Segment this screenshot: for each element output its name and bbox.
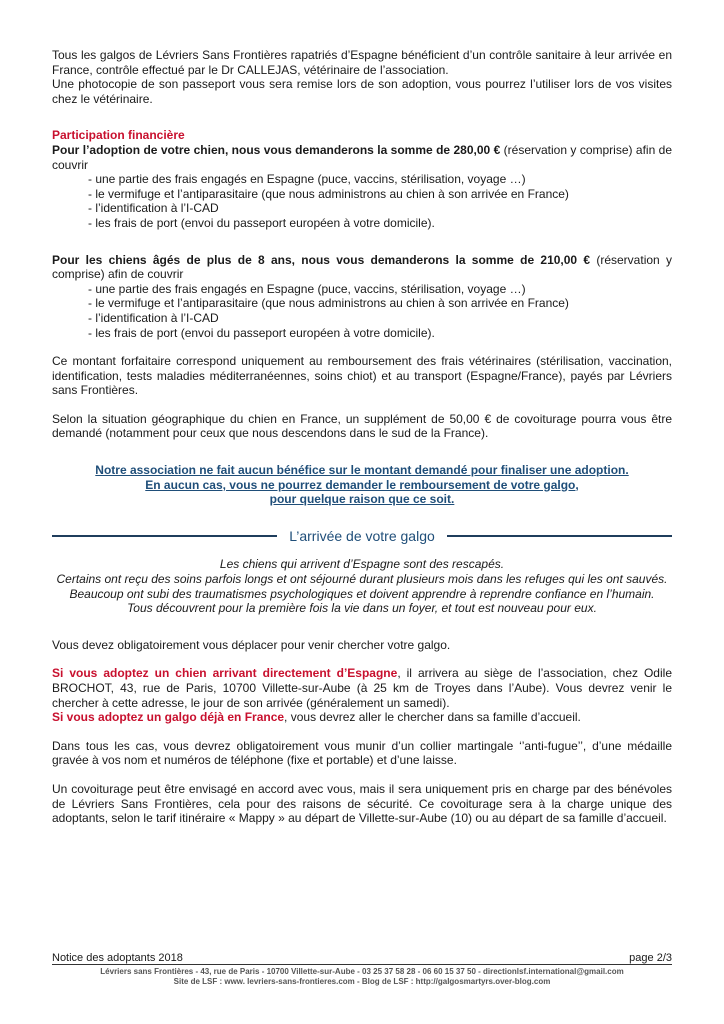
must-come-paragraph: Vous devez obligatoirement vous déplacer pour venir chercher votre galgo. — [52, 637, 451, 652]
france-highlight: Si vous adoptez un galgo déjà en France — [52, 710, 285, 725]
notice-line-1: Notre association ne fait aucun bénéfice sur le montant demandé pour finaliser une adoption. — [95, 463, 629, 478]
carpool-paragraph: Un covoiturage peut être envisagé en accord avec vous, mais il sera uniquement pris en charge par des bénévoles de Lévriers Sans Frontières, cela pour des raisons de sécurité. Ce covoiturage sera à la charge unique des adoptants, selon le tarif itinéraire « Mappy » au départ de Villette-sur-Aube (10) ou au départ de sa famille d’accueil. — [52, 781, 672, 826]
list-item: - le vermifuge et l’antiparasitaire (que nous administrons au chien à son arrivée en France) — [88, 186, 569, 201]
list-item: - l’identification à l’I-CAD — [88, 310, 219, 325]
adult-cost-list — [52, 172, 672, 230]
senior-price-paragraph — [52, 253, 672, 282]
arrival-title: L’arrivée de votre galgo — [289, 527, 435, 544]
list-item: - une partie des frais engagés en Espagne (puce, vaccins, stérilisation, voyage …) — [88, 281, 526, 296]
supplement-paragraph: Selon la situation géographique du chien en France, un supplément de 50,00 € de covoiturage pourra vous être demandé (notamment pour ceux que nous descendons dans le sud de la France). — [52, 411, 672, 441]
notice-line-3: pour quelque raison que ce soit. — [269, 492, 455, 507]
spain-highlight: Si vous adoptez un chien arrivant directement d’Espagne — [52, 666, 398, 681]
financial-heading: Participation financière — [52, 128, 185, 143]
right-rule — [447, 535, 672, 537]
list-item: - les frais de port (envoi du passeport européen à votre domicile). — [88, 215, 435, 230]
document-page — [52, 48, 672, 826]
france-paragraph — [52, 710, 672, 725]
equipment-paragraph: Dans tous les cas, vous devrez obligatoirement vous munir d’un collier martingale ‘’anti-fugue’’, d’une médaille gravée à vos nom et numéros de téléphone (fixe et portable) et d’une laisse. — [52, 738, 672, 768]
list-item: - le vermifuge et l’antiparasitaire (que nous administrons au chien à son arrivée en France) — [88, 296, 569, 311]
senior-price-bold: Pour les chiens âgés de plus de 8 ans, nous vous demanderons la somme de 210,00 € — [52, 252, 591, 267]
list-item: - les frais de port (envoi du passeport européen à votre domicile). — [88, 325, 435, 340]
page-footer — [52, 952, 672, 987]
footer-row — [52, 952, 672, 964]
adult-price-paragraph — [52, 143, 672, 172]
rescue-intro — [52, 557, 672, 615]
list-item: - l’identification à l’I-CAD — [88, 201, 219, 216]
italic-line-2: Certains ont reçu des soins parfois longs et ont séjourné durant plusieurs mois dans les refuges qui les ont sauvés. — [56, 572, 668, 587]
page-number: page 2/3 — [629, 952, 672, 964]
footer-title: Notice des adoptants 2018 — [52, 952, 183, 964]
adult-price-rest: (réservation y comprise) afin de couvrir — [52, 142, 672, 172]
italic-line-4: Tous découvrent pour la première fois la vie dans un foyer, et tout est nouveau pour eux. — [127, 601, 597, 616]
spain-paragraph — [52, 666, 672, 710]
flat-rate-paragraph: Ce montant forfaitaire correspond uniquement au remboursement des frais vétérinaires (stérilisation, vaccination, identification, tests maladies méditerranéennes, soins chiot) et au transport (Espagne/France), payés par Lévriers sans Frontières. — [52, 354, 672, 398]
italic-line-3: Beaucoup ont subi des traumatismes psychologiques et doivent apprendre à reprendre confiance en l’humain. — [69, 586, 655, 601]
adult-price-bold: Pour l’adoption de votre chien, nous vous demanderons la somme de 280,00 € — [52, 142, 501, 157]
spain-rest: , il arrivera au siège de l’association, chez Odile BROCHOT, 43, rue de Paris, 10700 Villette-sur-Aube (à 25 km de Troyes dans l’Aube). Vous devrez venir le chercher à cette adresse, le jour de son arrivée (généralement un samedi). — [52, 666, 672, 710]
italic-line-1: Les chiens qui arrivent d’Espagne sont des rescapés. — [219, 557, 505, 572]
list-item: - une partie des frais engagés en Espagne (puce, vaccins, stérilisation, voyage …) — [88, 172, 526, 187]
footer-sites: Site de LSF : www. levriers-sans-frontieres.com - Blog de LSF : http://galgosmartyrs.over-blog.com — [173, 977, 551, 986]
notice-line-2: En aucun cas, vous ne pourrez demander le remboursement de votre galgo, — [145, 477, 579, 492]
footer-address: Lévriers sans Frontières - 43, rue de Paris - 10700 Villette-sur-Aube - 03 25 37 58 28 - 06 60 15 37 50 - directionlsf.international@gmail.com — [100, 967, 624, 976]
intro-paragraph-2: Une photocopie de son passeport vous sera remise lors de son adoption, vous pourrez l’utiliser lors de vos visites chez le vétérinaire. — [52, 77, 672, 106]
no-profit-notice — [52, 463, 672, 507]
intro-paragraph-1: Tous les galgos de Lévriers Sans Frontières rapatriés d’Espagne bénéficient d’un contrôle sanitaire à leur arrivée en France, contrôle effectué par le Dr CALLEJAS, vétérinaire de l’association. — [52, 48, 672, 77]
senior-cost-list — [52, 282, 672, 340]
left-rule — [52, 535, 277, 537]
arrival-section-header — [52, 529, 672, 544]
footer-divider — [52, 964, 672, 965]
senior-price-rest: (réservation y comprise) afin de couvrir — [52, 252, 672, 282]
france-rest: , vous devrez aller le chercher dans sa famille d’accueil. — [284, 710, 581, 725]
